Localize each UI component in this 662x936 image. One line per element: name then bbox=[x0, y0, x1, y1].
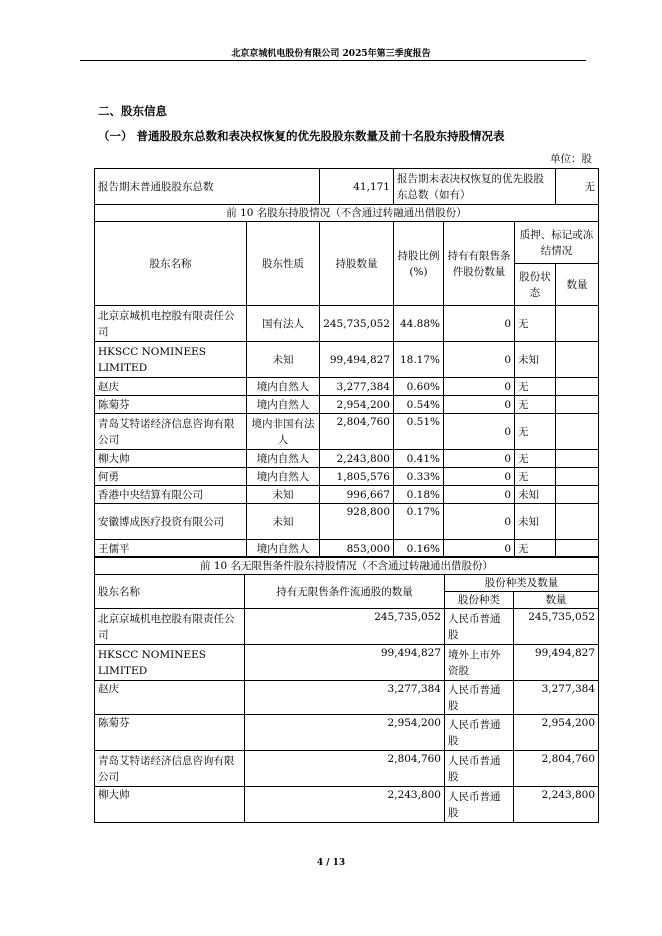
col-header-restricted: 持有有限售条件股份数量 bbox=[444, 222, 515, 306]
holder-restricted: 0 bbox=[444, 306, 515, 342]
summary-row bbox=[95, 169, 599, 205]
holder-shares: 3,277,384 bbox=[320, 378, 394, 396]
table-row bbox=[95, 378, 599, 396]
holder-ratio: 0.54% bbox=[394, 396, 444, 414]
holder-nature: 境内非国有法人 bbox=[247, 414, 320, 450]
holder-unrestricted-shares: 3,277,384 bbox=[245, 681, 445, 715]
holder-name: 香港中央结算有限公司 bbox=[95, 486, 247, 504]
holder-ratio: 0.17% bbox=[394, 504, 444, 540]
holder-nature: 境内自然人 bbox=[247, 540, 320, 558]
unrestricted-caption-row bbox=[95, 557, 599, 575]
table-row bbox=[95, 306, 599, 342]
holder-name: 陈菊芬 bbox=[95, 396, 247, 414]
col-header-pledge-qty: 数量 bbox=[556, 264, 599, 306]
unrestricted-caption: 前 10 名无限售条件股东持股情况（不含通过转融通出借股份） bbox=[95, 557, 599, 575]
table-row bbox=[95, 681, 599, 715]
holder-pledge-status: 未知 bbox=[515, 342, 556, 378]
holder-nature: 境内自然人 bbox=[247, 396, 320, 414]
holder-ratio: 0.16% bbox=[394, 540, 444, 558]
table-row bbox=[95, 414, 599, 450]
table-row bbox=[95, 540, 599, 558]
section-heading: 二、股东信息 bbox=[98, 104, 167, 118]
holder-pledge-status: 无 bbox=[515, 414, 556, 450]
holder-name: 柳大帅 bbox=[95, 787, 245, 823]
holder-name: HKSCC NOMINEES LIMITED bbox=[95, 342, 247, 378]
holder-name: 赵庆 bbox=[95, 681, 245, 715]
holder-unrestricted-shares: 2,243,800 bbox=[245, 787, 445, 823]
holder-ratio: 44.88% bbox=[394, 306, 444, 342]
holder-shares: 245,735,052 bbox=[320, 306, 394, 342]
header-rule bbox=[80, 60, 586, 61]
col-header-pledge: 质押、标记或冻结情况 bbox=[515, 222, 599, 264]
holder-restricted: 0 bbox=[444, 468, 515, 486]
holder-restricted: 0 bbox=[444, 414, 515, 450]
top10-header-row bbox=[95, 222, 599, 264]
holder-pledge-status: 无 bbox=[515, 378, 556, 396]
holder-share-type: 人民币普通股 bbox=[445, 681, 514, 715]
holder-pledge-qty bbox=[556, 396, 599, 414]
col-header-shares: 持股数量 bbox=[320, 222, 394, 306]
table-row bbox=[95, 715, 599, 751]
table-row bbox=[95, 468, 599, 486]
holder-restricted: 0 bbox=[444, 540, 515, 558]
col-header-nature: 股东性质 bbox=[247, 222, 320, 306]
col-header-unrestricted-shares: 持有无限售条件流通股的数量 bbox=[245, 575, 445, 609]
top10-caption: 前 10 名股东持股情况（不含通过转融通出借股份） bbox=[95, 205, 599, 222]
col-header-qty: 数量 bbox=[514, 592, 599, 609]
page-number: 4 / 13 bbox=[316, 858, 346, 868]
table-row bbox=[95, 396, 599, 414]
holder-name: 北京京城机电控股有限责任公司 bbox=[95, 609, 245, 645]
holder-pledge-status: 无 bbox=[515, 540, 556, 558]
holder-share-type: 人民币普通股 bbox=[445, 715, 514, 751]
unrestricted-table bbox=[94, 556, 599, 823]
holder-ratio: 18.17% bbox=[394, 342, 444, 378]
holder-name: 赵庆 bbox=[95, 378, 247, 396]
holder-name: 王儒平 bbox=[95, 540, 247, 558]
report-header: 北京京城机电股份有限公司 2025年第三季度报告 bbox=[231, 49, 431, 59]
holder-unrestricted-shares: 2,804,760 bbox=[245, 751, 445, 787]
table-row bbox=[95, 787, 599, 823]
holder-restricted: 0 bbox=[444, 378, 515, 396]
holder-name: 青岛艾特诺经济信息咨询有限公司 bbox=[95, 414, 247, 450]
holder-share-qty: 2,804,760 bbox=[514, 751, 599, 787]
table-row bbox=[95, 751, 599, 787]
holder-shares: 853,000 bbox=[320, 540, 394, 558]
holder-ratio: 0.60% bbox=[394, 378, 444, 396]
holder-pledge-qty bbox=[556, 414, 599, 450]
holder-restricted: 0 bbox=[444, 504, 515, 540]
col-header-type-group: 股份种类及数量 bbox=[445, 575, 599, 592]
unit-label: 单位：股 bbox=[550, 153, 592, 165]
holder-pledge-qty bbox=[556, 378, 599, 396]
holder-ratio: 0.18% bbox=[394, 486, 444, 504]
holder-share-type: 人民币普通股 bbox=[445, 751, 514, 787]
holder-name: 何勇 bbox=[95, 468, 247, 486]
table-row bbox=[95, 450, 599, 468]
holder-share-type: 人民币普通股 bbox=[445, 787, 514, 823]
holder-unrestricted-shares: 245,735,052 bbox=[245, 609, 445, 645]
holder-name: 陈菊芬 bbox=[95, 715, 245, 751]
holder-shares: 928,800 bbox=[320, 504, 394, 540]
holder-share-qty: 2,954,200 bbox=[514, 715, 599, 751]
holder-share-type: 人民币普通股 bbox=[445, 609, 514, 645]
holder-pledge-qty bbox=[556, 504, 599, 540]
total-holders-value: 41,171 bbox=[320, 169, 394, 205]
holder-name: 柳大帅 bbox=[95, 450, 247, 468]
holder-ratio: 0.33% bbox=[394, 468, 444, 486]
holder-pledge-qty bbox=[556, 342, 599, 378]
total-holders-label: 报告期末普通股股东总数 bbox=[95, 169, 320, 205]
holder-nature: 未知 bbox=[247, 486, 320, 504]
holder-share-qty: 2,243,800 bbox=[514, 787, 599, 823]
holder-share-qty: 3,277,384 bbox=[514, 681, 599, 715]
holder-shares: 1,805,576 bbox=[320, 468, 394, 486]
holder-nature: 境内自然人 bbox=[247, 378, 320, 396]
holder-pledge-status: 无 bbox=[515, 450, 556, 468]
section-subheading: （一） 普通股股东总数和表决权恢复的优先股股东数量及前十名股东持股情况表 bbox=[98, 129, 505, 143]
holder-pledge-qty bbox=[556, 450, 599, 468]
holder-name: HKSCC NOMINEES LIMITED bbox=[95, 645, 245, 681]
holder-name: 青岛艾特诺经济信息咨询有限公司 bbox=[95, 751, 245, 787]
table-row bbox=[95, 342, 599, 378]
col-header-name: 股东名称 bbox=[95, 575, 245, 609]
holder-nature: 境内自然人 bbox=[247, 450, 320, 468]
holder-nature: 国有法人 bbox=[247, 306, 320, 342]
holder-name: 北京京城机电控股有限责任公司 bbox=[95, 306, 247, 342]
table-row bbox=[95, 609, 599, 645]
col-header-pledge-status: 股份状态 bbox=[515, 264, 556, 306]
holder-name: 安徽博成医疗投资有限公司 bbox=[95, 504, 247, 540]
shareholder-table bbox=[94, 168, 599, 558]
holder-unrestricted-shares: 99,494,827 bbox=[245, 645, 445, 681]
holder-nature: 未知 bbox=[247, 504, 320, 540]
pref-holders-label: 报告期末表决权恢复的优先股股东总数（如有） bbox=[394, 169, 556, 205]
col-header-name: 股东名称 bbox=[95, 222, 247, 306]
holder-unrestricted-shares: 2,954,200 bbox=[245, 715, 445, 751]
holder-shares: 2,954,200 bbox=[320, 396, 394, 414]
holder-nature: 境内自然人 bbox=[247, 468, 320, 486]
holder-pledge-status: 无 bbox=[515, 306, 556, 342]
holder-ratio: 0.41% bbox=[394, 450, 444, 468]
holder-ratio: 0.51% bbox=[394, 414, 444, 450]
holder-pledge-status: 未知 bbox=[515, 486, 556, 504]
holder-nature: 未知 bbox=[247, 342, 320, 378]
holder-share-qty: 245,735,052 bbox=[514, 609, 599, 645]
holder-shares: 2,804,760 bbox=[320, 414, 394, 450]
table-row bbox=[95, 645, 599, 681]
holder-pledge-qty bbox=[556, 306, 599, 342]
col-header-type: 股份种类 bbox=[445, 592, 514, 609]
holder-pledge-qty bbox=[556, 486, 599, 504]
holder-restricted: 0 bbox=[444, 342, 515, 378]
holder-share-qty: 99,494,827 bbox=[514, 645, 599, 681]
holder-restricted: 0 bbox=[444, 486, 515, 504]
holder-pledge-qty bbox=[556, 540, 599, 558]
table-row bbox=[95, 504, 599, 540]
top10-caption-row bbox=[95, 205, 599, 222]
holder-shares: 996,667 bbox=[320, 486, 394, 504]
holder-pledge-status: 无 bbox=[515, 468, 556, 486]
holder-pledge-status: 未知 bbox=[515, 504, 556, 540]
holder-restricted: 0 bbox=[444, 450, 515, 468]
col-header-ratio: 持股比例(%) bbox=[394, 222, 444, 306]
table-row bbox=[95, 486, 599, 504]
holder-shares: 99,494,827 bbox=[320, 342, 394, 378]
holder-share-type: 境外上市外资股 bbox=[445, 645, 514, 681]
holder-pledge-status: 无 bbox=[515, 396, 556, 414]
holder-restricted: 0 bbox=[444, 396, 515, 414]
holder-pledge-qty bbox=[556, 468, 599, 486]
holder-shares: 2,243,800 bbox=[320, 450, 394, 468]
unrestricted-header-row bbox=[95, 575, 599, 592]
pref-holders-value: 无 bbox=[556, 169, 599, 205]
